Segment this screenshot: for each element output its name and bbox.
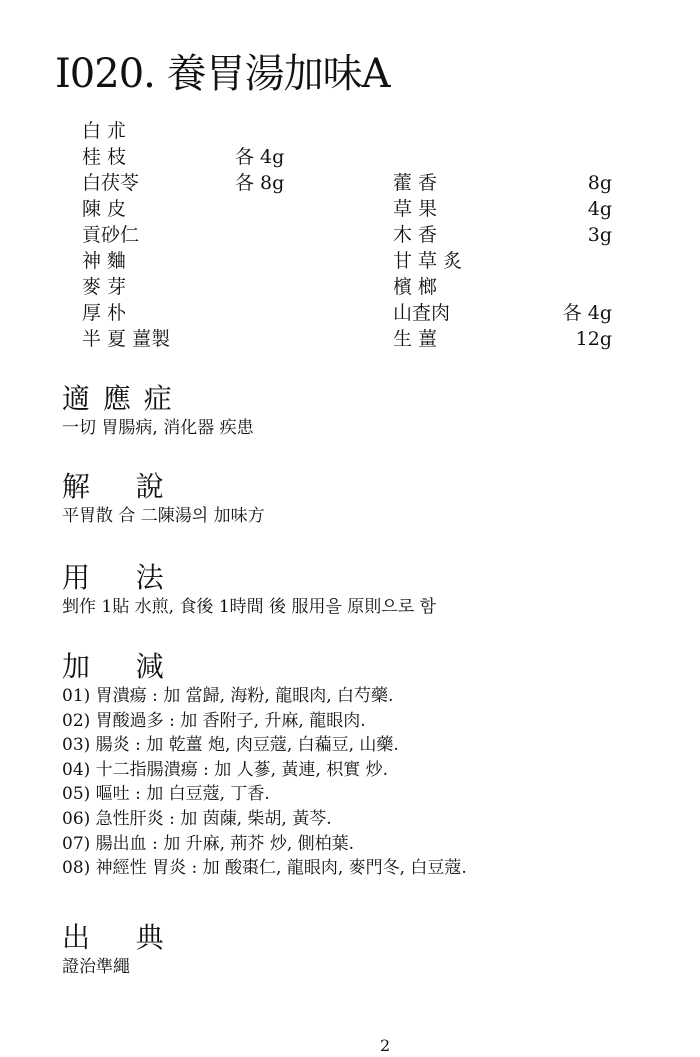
indication-text: 一切 胃腸病, 消化器 疾患 [62,418,254,438]
herb-name: 草 果 [393,198,438,220]
herb-name: 藿 香 [393,172,438,194]
herb-dose: 各 4g [562,302,612,324]
usage-text: 剉作 1貼 水煎, 食後 1時間 後 服用을 原則으로 함 [62,597,436,617]
herb-row [0,170,700,196]
usage-section [62,561,436,620]
herb-name: 麥 芽 [82,276,127,298]
source-section [62,921,166,980]
list-item: 08) 神經性 胃炎 : 加 酸棗仁, 龍眼肉, 麥門冬, 白豆蔻. [62,858,467,879]
herb-dose: 12g [575,328,612,350]
indication-heading: 適 應 症 [62,382,174,415]
herb-name: 木 香 [393,224,438,246]
list-item: 01) 胃潰瘍 : 加 當歸, 海粉, 龍眼肉, 白芍藥. [62,686,394,706]
herb-dose: 3g [587,224,612,246]
herb-row [0,196,700,222]
list-item: 06) 急性肝炎 : 加 茵蔯, 柴胡, 黃芩. [62,808,332,829]
source-text: 證治準繩 [62,957,130,977]
prescription-title: I020. 養胃湯加味A [55,51,390,97]
herb-name: 白 朮 [82,120,127,142]
herb-name: 陳 皮 [82,198,127,220]
explanation-text: 平胃散 合 二陳湯의 加味方 [62,506,265,526]
usage-heading: 用 法 [62,561,166,594]
herb-dose: 8g [587,172,612,194]
explanation-section [62,470,265,529]
herb-row [0,274,700,300]
herb-list [0,118,700,352]
modification-section [62,650,467,881]
herb-name: 甘 草 炙 [393,250,463,272]
herb-row [0,248,700,274]
herb-row [0,326,700,352]
herb-name: 白茯苓 [82,172,140,194]
herb-name: 生 薑 [393,328,438,350]
source-heading: 出 典 [62,921,166,954]
herb-row [0,144,700,170]
list-item: 03) 腸炎 : 加 乾薑 炮, 肉豆蔻, 白藊豆, 山藥. [62,735,399,756]
modification-heading: 加 減 [62,650,166,683]
list-item: 05) 嘔吐 : 加 白豆蔻, 丁香. [62,784,270,805]
page-number: 2 [380,1036,391,1055]
list-item: 02) 胃酸過多 : 加 香附子, 升麻, 龍眼肉. [62,710,366,731]
herb-dose: 各 4g [235,146,285,168]
herb-row [0,222,700,248]
list-item: 04) 十二指腸潰瘍 : 加 人蔘, 黃連, 枳實 炒. [62,759,389,780]
list-item: 07) 腸出血 : 加 升麻, 荊芥 炒, 側柏葉. [62,833,355,854]
herb-row [0,118,700,144]
herb-name: 檳 榔 [393,276,438,298]
herb-name: 神 麯 [82,250,127,272]
herb-dose: 各 8g [235,172,285,194]
herb-name: 貢砂仁 [82,224,140,246]
herb-row [0,300,700,326]
explanation-heading: 解 說 [62,470,166,503]
herb-name: 厚 朴 [82,302,127,324]
herb-name: 半 夏 薑製 [82,328,171,350]
herb-name: 山査肉 [393,302,451,324]
herb-dose: 4g [587,198,612,220]
herb-name: 桂 枝 [82,146,127,168]
indication-section [62,382,254,441]
modification-list [62,684,467,881]
